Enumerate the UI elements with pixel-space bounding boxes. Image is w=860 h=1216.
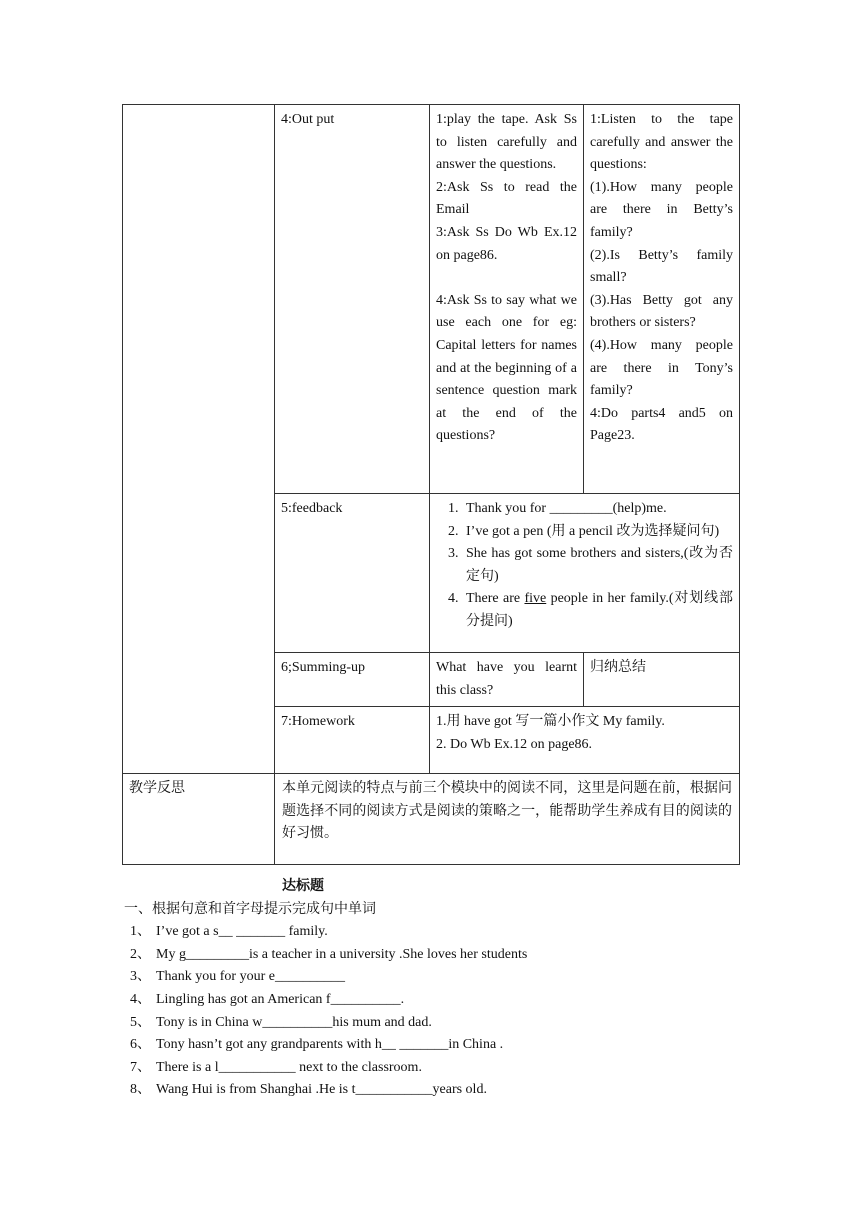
student-line: (1).How many people are there in Betty’s family? [590, 179, 733, 240]
exercise-instructions: 一、根据句意和首字母提示完成句中单词 [124, 901, 376, 917]
teacher-line: 2:Ask Ss to read the Email [436, 179, 577, 218]
exercise-item: 8、 Wang Hui is from Shanghai .He is t___________years old. [130, 1082, 487, 1098]
feedback-item: 2. I’ve got a pen (用 a pencil 改为选择疑问句) [462, 521, 733, 544]
student-summing-up: 归纳总结 [584, 653, 740, 707]
teacher-line: 4:Ask Ss to say what we use each one for eg: Capital letters for names and at the beginning of a sentence question mark at the end of the questions? [436, 292, 577, 444]
underlined-word: five [524, 591, 547, 607]
step-feedback: 5:feedback [275, 494, 430, 653]
student-line: (2).Is Betty’s family small? [590, 247, 733, 286]
reflection-label: 教学反思 [123, 774, 275, 865]
feedback-item [462, 588, 733, 633]
exercise-item: 6、 Tony hasn’t got any grandparents with h__ _______in China . [130, 1037, 504, 1053]
homework-content [430, 707, 740, 774]
exercise-item: 5、 Tony is in China w__________his mum and dad. [130, 1014, 432, 1030]
teacher-activity-output [430, 105, 584, 494]
step-summing-up: 6;Summing-up [275, 653, 430, 707]
feedback-list [436, 498, 733, 634]
row-output [123, 105, 740, 494]
homework-line: 2. Do Wb Ex.12 on page86. [436, 736, 593, 752]
student-line: 1:Listen to the tape carefully and answer the questions: [590, 112, 733, 173]
exercise-section [124, 876, 750, 1102]
student-line: 4:Do parts4 and5 on Page23. [590, 405, 733, 444]
teacher-line: 1:play the tape. Ask Ss to listen carefully and answer the questions. [436, 112, 577, 173]
student-line: (4).How many people are there in Tony’s family? [590, 337, 733, 399]
teacher-summing-up: What have you learnt this class? [430, 653, 584, 707]
empty-left-cell [123, 105, 275, 774]
feedback-item: 3. She has got some brothers and sisters,(改为否定句) [462, 543, 733, 588]
student-line: (3).Has Betty got any brothers or sisters? [590, 292, 733, 331]
exercise-item: 3、 Thank you for your e__________ [130, 969, 345, 985]
teacher-line: 3:Ask Ss Do Wb Ex.12 on page86. [436, 224, 577, 263]
feedback-item-4-before: There are [466, 591, 525, 607]
feedback-content [430, 494, 740, 653]
exercise-title: 达标题 [282, 879, 324, 894]
feedback-item-4-after: people in her family.(对划线部分提问) [466, 591, 734, 629]
exercise-item: 4、 Lingling has got an American f__________. [130, 991, 405, 1007]
exercise-item: 2、 My g_________is a teacher in a university .She loves her students [130, 946, 528, 962]
homework-line: 1.用 have got 写一篇小作文 My family. [436, 714, 665, 730]
feedback-item: 1. Thank you for _________(help)me. [462, 498, 733, 521]
lesson-plan-table [122, 104, 740, 865]
reflection-text: 本单元阅读的特点与前三个模块中的阅读不同，这里是问题在前，根据问题选择不同的阅读方式是阅读的策略之一，能帮助学生养成有目的阅读的好习惯。 [275, 774, 740, 865]
step-homework: 7:Homework [275, 707, 430, 774]
row-reflection [123, 774, 740, 865]
step-output: 4:Out put [275, 105, 430, 494]
student-activity-output [584, 105, 740, 494]
exercise-item: 1、 I’ve got a s__ _______ family. [130, 924, 328, 940]
exercise-item: 7、 There is a l___________ next to the classroom. [130, 1059, 422, 1075]
